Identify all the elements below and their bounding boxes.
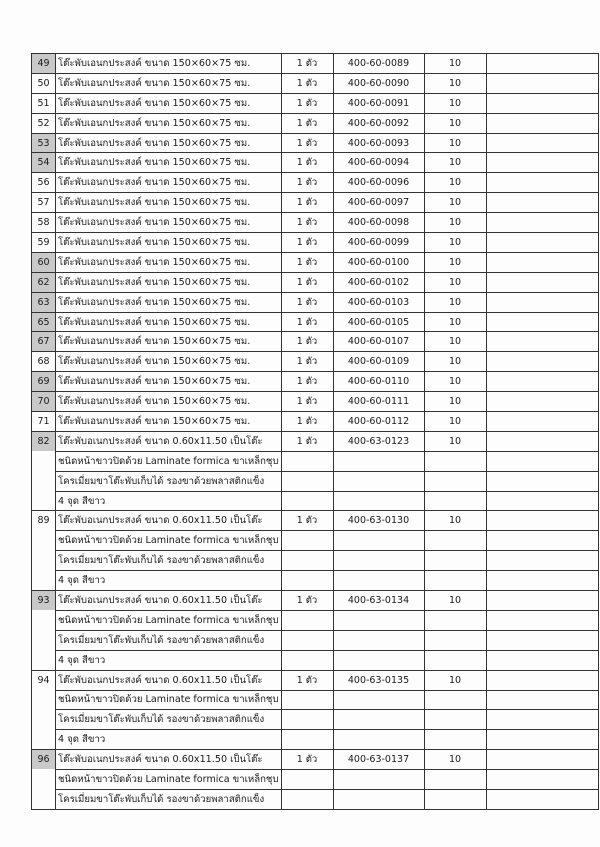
quantity-cell: 10 xyxy=(424,412,486,432)
remarks-cell xyxy=(486,670,598,690)
table-row xyxy=(32,54,599,74)
quantity-cell xyxy=(424,770,486,790)
remarks-cell xyxy=(486,372,598,392)
remarks-cell xyxy=(486,352,598,372)
table-row xyxy=(32,113,599,133)
description-cell: โครเมี่ยมขาโต๊ะพับเก็บได้ รองขาด้วยพลาสติกแข็ง xyxy=(56,630,282,650)
table-row xyxy=(32,233,599,253)
quantity-cell xyxy=(424,690,486,710)
item-number-cell xyxy=(32,630,56,650)
table-row xyxy=(32,789,599,809)
unit-cell: 1 ตัว xyxy=(281,233,333,253)
table-row xyxy=(32,352,599,372)
remarks-cell xyxy=(486,591,598,611)
remarks-cell xyxy=(486,491,598,511)
description-cell: โครเมี่ยมขาโต๊ะพับเก็บได้ รองขาด้วยพลาสติกแข็ง xyxy=(56,471,282,491)
description-cell: โครเมี่ยมขาโต๊ะพับเก็บได้ รองขาด้วยพลาสติกแข็ง xyxy=(56,551,282,571)
description-cell: โต๊ะพับเอนกประสงค์ ขนาด 150×60×75 ซม. xyxy=(56,292,282,312)
item-number-cell: 94 xyxy=(32,670,56,690)
unit-cell xyxy=(281,730,333,750)
unit-cell: 1 ตัว xyxy=(281,113,333,133)
table-row xyxy=(32,630,599,650)
table-row xyxy=(32,451,599,471)
remarks-cell xyxy=(486,451,598,471)
unit-cell: 1 ตัว xyxy=(281,591,333,611)
description-cell: โต๊ะพับเอนกประสงค์ ขนาด 150×60×75 ซม. xyxy=(56,252,282,272)
asset-code-cell xyxy=(333,690,424,710)
item-number-cell xyxy=(32,789,56,809)
item-number-cell: 50 xyxy=(32,73,56,93)
asset-code-cell xyxy=(333,610,424,630)
item-number-cell xyxy=(32,730,56,750)
asset-code-cell: 400-60-0094 xyxy=(333,153,424,173)
quantity-cell: 10 xyxy=(424,233,486,253)
unit-cell: 1 ตัว xyxy=(281,392,333,412)
description-cell: ชนิดหน้าขาวปิดด้วย Laminate formica ขาเหล็กชุบ xyxy=(56,531,282,551)
quantity-cell xyxy=(424,789,486,809)
inventory-table xyxy=(31,53,599,810)
table-row xyxy=(32,332,599,352)
asset-code-cell: 400-60-0092 xyxy=(333,113,424,133)
asset-code-cell: 400-60-0091 xyxy=(333,93,424,113)
remarks-cell xyxy=(486,730,598,750)
table-row xyxy=(32,252,599,272)
unit-cell xyxy=(281,531,333,551)
unit-cell: 1 ตัว xyxy=(281,213,333,233)
unit-cell xyxy=(281,690,333,710)
description-cell: ชนิดหน้าขาวปิดด้วย Laminate formica ขาเหล็กชุบ xyxy=(56,610,282,630)
item-number-cell: 51 xyxy=(32,93,56,113)
table-row xyxy=(32,750,599,770)
item-number-cell: 89 xyxy=(32,511,56,531)
unit-cell: 1 ตัว xyxy=(281,670,333,690)
table-row xyxy=(32,730,599,750)
table-row xyxy=(32,73,599,93)
quantity-cell xyxy=(424,571,486,591)
table-row xyxy=(32,431,599,451)
item-number-cell xyxy=(32,710,56,730)
table-row xyxy=(32,650,599,670)
quantity-cell xyxy=(424,650,486,670)
unit-cell: 1 ตัว xyxy=(281,133,333,153)
unit-cell: 1 ตัว xyxy=(281,332,333,352)
unit-cell xyxy=(281,650,333,670)
remarks-cell xyxy=(486,292,598,312)
unit-cell: 1 ตัว xyxy=(281,431,333,451)
item-number-cell: 54 xyxy=(32,153,56,173)
remarks-cell xyxy=(486,173,598,193)
item-number-cell: 67 xyxy=(32,332,56,352)
unit-cell: 1 ตัว xyxy=(281,252,333,272)
description-cell: โต๊ะพับเอนกประสงค์ ขนาด 150×60×75 ซม. xyxy=(56,312,282,332)
table-row xyxy=(32,591,599,611)
quantity-cell: 10 xyxy=(424,93,486,113)
asset-code-cell xyxy=(333,730,424,750)
description-cell: โต๊ะพับอเนกประสงค์ ขนาด 0.60x11.50 เป็นโต๊ะ xyxy=(56,511,282,531)
remarks-cell xyxy=(486,73,598,93)
unit-cell: 1 ตัว xyxy=(281,312,333,332)
unit-cell xyxy=(281,789,333,809)
table-row xyxy=(32,670,599,690)
table-row xyxy=(32,710,599,730)
quantity-cell xyxy=(424,531,486,551)
item-number-cell: 56 xyxy=(32,173,56,193)
description-cell: โต๊ะพับเอนกประสงค์ ขนาด 150×60×75 ซม. xyxy=(56,332,282,352)
asset-code-cell: 400-60-0096 xyxy=(333,173,424,193)
item-number-cell: 58 xyxy=(32,213,56,233)
unit-cell xyxy=(281,770,333,790)
description-cell: 4 จุด สีขาว xyxy=(56,730,282,750)
item-number-cell: 63 xyxy=(32,292,56,312)
table-row xyxy=(32,471,599,491)
unit-cell xyxy=(281,491,333,511)
asset-code-cell xyxy=(333,710,424,730)
asset-code-cell xyxy=(333,770,424,790)
asset-code-cell: 400-63-0130 xyxy=(333,511,424,531)
quantity-cell: 10 xyxy=(424,252,486,272)
remarks-cell xyxy=(486,571,598,591)
asset-code-cell: 400-63-0123 xyxy=(333,431,424,451)
table-row xyxy=(32,571,599,591)
unit-cell: 1 ตัว xyxy=(281,511,333,531)
item-number-cell: 59 xyxy=(32,233,56,253)
unit-cell xyxy=(281,710,333,730)
remarks-cell xyxy=(486,153,598,173)
unit-cell xyxy=(281,551,333,571)
asset-code-cell xyxy=(333,571,424,591)
description-cell: โต๊ะพับเอนกประสงค์ ขนาด 150×60×75 ซม. xyxy=(56,233,282,253)
quantity-cell: 10 xyxy=(424,392,486,412)
asset-code-cell: 400-60-0097 xyxy=(333,193,424,213)
asset-code-cell xyxy=(333,491,424,511)
unit-cell: 1 ตัว xyxy=(281,412,333,432)
table-row xyxy=(32,412,599,432)
table-body xyxy=(32,54,599,810)
remarks-cell xyxy=(486,431,598,451)
asset-code-cell: 400-60-0100 xyxy=(333,252,424,272)
item-number-cell xyxy=(32,650,56,670)
quantity-cell: 10 xyxy=(424,511,486,531)
item-number-cell: 65 xyxy=(32,312,56,332)
table-row xyxy=(32,372,599,392)
quantity-cell xyxy=(424,730,486,750)
description-cell: โครเมี่ยมขาโต๊ะพับเก็บได้ รองขาด้วยพลาสติกแข็ง xyxy=(56,710,282,730)
asset-code-cell xyxy=(333,551,424,571)
item-number-cell xyxy=(32,471,56,491)
quantity-cell: 10 xyxy=(424,292,486,312)
remarks-cell xyxy=(486,392,598,412)
unit-cell: 1 ตัว xyxy=(281,372,333,392)
quantity-cell: 10 xyxy=(424,591,486,611)
remarks-cell xyxy=(486,789,598,809)
quantity-cell: 10 xyxy=(424,670,486,690)
item-number-cell: 49 xyxy=(32,54,56,74)
remarks-cell xyxy=(486,312,598,332)
item-number-cell: 52 xyxy=(32,113,56,133)
description-cell: โต๊ะพับเอนกประสงค์ ขนาด 150×60×75 ซม. xyxy=(56,73,282,93)
quantity-cell: 10 xyxy=(424,213,486,233)
quantity-cell xyxy=(424,491,486,511)
remarks-cell xyxy=(486,610,598,630)
quantity-cell: 10 xyxy=(424,352,486,372)
item-number-cell: 71 xyxy=(32,412,56,432)
quantity-cell: 10 xyxy=(424,431,486,451)
description-cell: ชนิดหน้าขาวปิดด้วย Laminate formica ขาเหล็กชุบ xyxy=(56,690,282,710)
asset-code-cell: 400-63-0135 xyxy=(333,670,424,690)
remarks-cell xyxy=(486,272,598,292)
quantity-cell: 10 xyxy=(424,332,486,352)
item-number-cell xyxy=(32,451,56,471)
item-number-cell xyxy=(32,491,56,511)
item-number-cell: 62 xyxy=(32,272,56,292)
quantity-cell: 10 xyxy=(424,54,486,74)
remarks-cell xyxy=(486,252,598,272)
asset-code-cell xyxy=(333,531,424,551)
table-row xyxy=(32,173,599,193)
asset-code-cell xyxy=(333,630,424,650)
remarks-cell xyxy=(486,113,598,133)
quantity-cell xyxy=(424,471,486,491)
asset-code-cell: 400-60-0098 xyxy=(333,213,424,233)
asset-code-cell xyxy=(333,471,424,491)
item-number-cell xyxy=(32,770,56,790)
table-row xyxy=(32,193,599,213)
asset-code-cell xyxy=(333,451,424,471)
unit-cell xyxy=(281,571,333,591)
remarks-cell xyxy=(486,233,598,253)
unit-cell: 1 ตัว xyxy=(281,292,333,312)
item-number-cell xyxy=(32,571,56,591)
table-row xyxy=(32,392,599,412)
description-cell: โต๊ะพับเอนกประสงค์ ขนาด 150×60×75 ซม. xyxy=(56,93,282,113)
description-cell: โต๊ะพับเอนกประสงค์ ขนาด 150×60×75 ซม. xyxy=(56,54,282,74)
quantity-cell: 10 xyxy=(424,153,486,173)
remarks-cell xyxy=(486,332,598,352)
asset-code-cell: 400-60-0103 xyxy=(333,292,424,312)
asset-code-cell xyxy=(333,650,424,670)
remarks-cell xyxy=(486,650,598,670)
table-row xyxy=(32,491,599,511)
unit-cell: 1 ตัว xyxy=(281,54,333,74)
item-number-cell: 53 xyxy=(32,133,56,153)
unit-cell: 1 ตัว xyxy=(281,73,333,93)
remarks-cell xyxy=(486,412,598,432)
description-cell: 4 จุด สีขาว xyxy=(56,571,282,591)
description-cell: ชนิดหน้าขาวปิดด้วย Laminate formica ขาเหล็กชุบ xyxy=(56,770,282,790)
item-number-cell xyxy=(32,531,56,551)
item-number-cell: 60 xyxy=(32,252,56,272)
table-row xyxy=(32,93,599,113)
remarks-cell xyxy=(486,471,598,491)
quantity-cell: 10 xyxy=(424,372,486,392)
quantity-cell: 10 xyxy=(424,193,486,213)
item-number-cell: 57 xyxy=(32,193,56,213)
item-number-cell xyxy=(32,610,56,630)
quantity-cell xyxy=(424,451,486,471)
description-cell: โต๊ะพับอเนกประสงค์ ขนาด 0.60x11.50 เป็นโต๊ะ xyxy=(56,670,282,690)
remarks-cell xyxy=(486,630,598,650)
asset-code-cell: 400-63-0137 xyxy=(333,750,424,770)
description-cell: โต๊ะพับเอนกประสงค์ ขนาด 150×60×75 ซม. xyxy=(56,193,282,213)
asset-code-cell: 400-60-0112 xyxy=(333,412,424,432)
asset-code-cell: 400-60-0089 xyxy=(333,54,424,74)
description-cell: 4 จุด สีขาว xyxy=(56,650,282,670)
item-number-cell: 69 xyxy=(32,372,56,392)
item-number-cell: 96 xyxy=(32,750,56,770)
remarks-cell xyxy=(486,770,598,790)
remarks-cell xyxy=(486,213,598,233)
item-number-cell xyxy=(32,690,56,710)
remarks-cell xyxy=(486,710,598,730)
description-cell: ชนิดหน้าขาวปิดด้วย Laminate formica ขาเหล็กชุบ xyxy=(56,451,282,471)
quantity-cell: 10 xyxy=(424,133,486,153)
description-cell: โต๊ะพับเอนกประสงค์ ขนาด 150×60×75 ซม. xyxy=(56,272,282,292)
asset-code-cell xyxy=(333,789,424,809)
unit-cell xyxy=(281,471,333,491)
quantity-cell xyxy=(424,710,486,730)
asset-code-cell: 400-60-0105 xyxy=(333,312,424,332)
description-cell: โต๊ะพับเอนกประสงค์ ขนาด 150×60×75 ซม. xyxy=(56,133,282,153)
quantity-cell: 10 xyxy=(424,73,486,93)
remarks-cell xyxy=(486,133,598,153)
unit-cell: 1 ตัว xyxy=(281,750,333,770)
asset-code-cell: 400-60-0107 xyxy=(333,332,424,352)
table-row xyxy=(32,690,599,710)
description-cell: โต๊ะพับอเนกประสงค์ ขนาด 0.60x11.50 เป็นโต๊ะ xyxy=(56,431,282,451)
quantity-cell: 10 xyxy=(424,173,486,193)
description-cell: โต๊ะพับเอนกประสงค์ ขนาด 150×60×75 ซม. xyxy=(56,352,282,372)
asset-code-cell: 400-60-0102 xyxy=(333,272,424,292)
table-row xyxy=(32,153,599,173)
asset-code-cell: 400-60-0099 xyxy=(333,233,424,253)
asset-code-cell: 400-60-0110 xyxy=(333,372,424,392)
description-cell: โต๊ะพับอเนกประสงค์ ขนาด 0.60x11.50 เป็นโต๊ะ xyxy=(56,750,282,770)
remarks-cell xyxy=(486,54,598,74)
table-row xyxy=(32,770,599,790)
description-cell: 4 จุด สีขาว xyxy=(56,491,282,511)
item-number-cell xyxy=(32,551,56,571)
table-row xyxy=(32,272,599,292)
asset-code-cell: 400-63-0134 xyxy=(333,591,424,611)
quantity-cell xyxy=(424,630,486,650)
remarks-cell xyxy=(486,750,598,770)
description-cell: โต๊ะพับเอนกประสงค์ ขนาด 150×60×75 ซม. xyxy=(56,372,282,392)
description-cell: โต๊ะพับเอนกประสงค์ ขนาด 150×60×75 ซม. xyxy=(56,153,282,173)
description-cell: โต๊ะพับเอนกประสงค์ ขนาด 150×60×75 ซม. xyxy=(56,392,282,412)
description-cell: โต๊ะพับเอนกประสงค์ ขนาด 150×60×75 ซม. xyxy=(56,213,282,233)
table-row xyxy=(32,610,599,630)
table-row xyxy=(32,531,599,551)
table-row xyxy=(32,133,599,153)
table-row xyxy=(32,292,599,312)
unit-cell xyxy=(281,451,333,471)
unit-cell xyxy=(281,630,333,650)
quantity-cell xyxy=(424,610,486,630)
description-cell: โต๊ะพับอเนกประสงค์ ขนาด 0.60x11.50 เป็นโต๊ะ xyxy=(56,591,282,611)
unit-cell: 1 ตัว xyxy=(281,193,333,213)
quantity-cell: 10 xyxy=(424,272,486,292)
description-cell: โต๊ะพับเอนกประสงค์ ขนาด 150×60×75 ซม. xyxy=(56,412,282,432)
table-row xyxy=(32,312,599,332)
item-number-cell: 70 xyxy=(32,392,56,412)
description-cell: โครเมี่ยมขาโต๊ะพับเก็บได้ รองขาด้วยพลาสติกแข็ง xyxy=(56,789,282,809)
remarks-cell xyxy=(486,551,598,571)
asset-code-cell: 400-60-0111 xyxy=(333,392,424,412)
remarks-cell xyxy=(486,193,598,213)
quantity-cell: 10 xyxy=(424,113,486,133)
unit-cell xyxy=(281,610,333,630)
asset-code-cell: 400-60-0090 xyxy=(333,73,424,93)
table-row xyxy=(32,213,599,233)
description-cell: โต๊ะพับเอนกประสงค์ ขนาด 150×60×75 ซม. xyxy=(56,173,282,193)
quantity-cell xyxy=(424,551,486,571)
unit-cell: 1 ตัว xyxy=(281,173,333,193)
unit-cell: 1 ตัว xyxy=(281,93,333,113)
unit-cell: 1 ตัว xyxy=(281,272,333,292)
item-number-cell: 68 xyxy=(32,352,56,372)
remarks-cell xyxy=(486,511,598,531)
description-cell: โต๊ะพับเอนกประสงค์ ขนาด 150×60×75 ซม. xyxy=(56,113,282,133)
remarks-cell xyxy=(486,93,598,113)
item-number-cell: 93 xyxy=(32,591,56,611)
asset-code-cell: 400-60-0093 xyxy=(333,133,424,153)
remarks-cell xyxy=(486,690,598,710)
quantity-cell: 10 xyxy=(424,312,486,332)
remarks-cell xyxy=(486,531,598,551)
quantity-cell: 10 xyxy=(424,750,486,770)
item-number-cell: 82 xyxy=(32,431,56,451)
unit-cell: 1 ตัว xyxy=(281,153,333,173)
table-row xyxy=(32,551,599,571)
unit-cell: 1 ตัว xyxy=(281,352,333,372)
asset-code-cell: 400-60-0109 xyxy=(333,352,424,372)
table-row xyxy=(32,511,599,531)
